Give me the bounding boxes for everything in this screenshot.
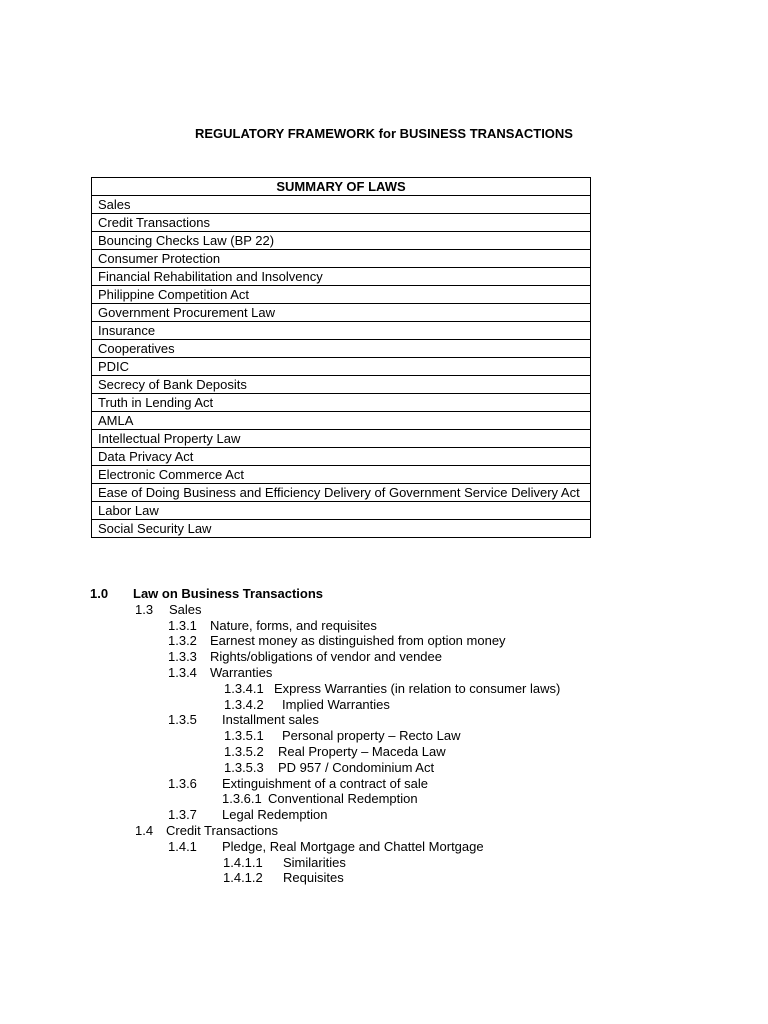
outline-item [0, 586, 768, 602]
outline-item [0, 697, 768, 713]
table-row: AMLA [92, 412, 591, 430]
outline-text: Personal property – Recto Law [282, 728, 461, 744]
outline-text: Real Property – Maceda Law [278, 743, 446, 759]
outline-number: 1.3.4.1 [224, 680, 264, 696]
table-row: Truth in Lending Act [92, 394, 591, 412]
outline-item [0, 855, 768, 871]
outline-text: PD 957 / Condominium Act [278, 759, 435, 775]
outline-text: Extinguishment of a contract of sale [222, 775, 428, 791]
outline-number: 1.3.6 [168, 775, 197, 791]
outline-number: 1.4 [135, 822, 154, 838]
outline-item [0, 728, 768, 744]
outline-item [0, 602, 768, 618]
outline-item [0, 618, 768, 634]
outline-number: 1.4.1.2 [223, 870, 263, 886]
outline-text: Sales [169, 601, 202, 617]
outline-number: 1.3.7 [168, 807, 197, 823]
outline-text: Warranties [210, 664, 273, 680]
outline-text: Requisites [283, 870, 344, 886]
table-row: Financial Rehabilitation and Insolvency [92, 268, 591, 286]
table-header: SUMMARY OF LAWS [92, 178, 591, 196]
table-row: Data Privacy Act [92, 448, 591, 466]
outline-text: Law on Business Transactions [133, 586, 323, 601]
outline-number: 1.3.1 [168, 617, 197, 633]
outline-text: Installment sales [222, 712, 319, 728]
outline-item [0, 807, 768, 823]
table-row: Ease of Doing Business and Efficiency Delivery of Government Service Delivery Act [92, 484, 591, 502]
outline-item [0, 839, 768, 855]
table-row: Government Procurement Law [92, 304, 591, 322]
outline-number: 1.3.5.2 [224, 743, 264, 759]
outline-text: Implied Warranties [282, 696, 390, 712]
outline-item [0, 791, 768, 807]
table-row: Intellectual Property Law [92, 430, 591, 448]
outline-text: Pledge, Real Mortgage and Chattel Mortgage [222, 838, 484, 854]
table-row: Credit Transactions [92, 214, 591, 232]
table-row: Labor Law [92, 502, 591, 520]
outline-item [0, 870, 768, 886]
outline-number: 1.4.1.1 [223, 854, 263, 870]
table-row: Sales [92, 196, 591, 214]
outline-number: 1.3.3 [168, 649, 197, 665]
outline-text: Rights/obligations of vendor and vendee [210, 649, 442, 665]
table-row: Philippine Competition Act [92, 286, 591, 304]
outline-item [0, 760, 768, 776]
summary-of-laws-table [91, 177, 591, 538]
outline-number: 1.3.4 [168, 664, 197, 680]
outline-item [0, 633, 768, 649]
table-row: Bouncing Checks Law (BP 22) [92, 232, 591, 250]
outline-item [0, 744, 768, 760]
table-row: PDIC [92, 358, 591, 376]
outline-text: Legal Redemption [222, 807, 328, 823]
outline-text: Credit Transactions [166, 822, 278, 838]
outline-text: Express Warranties (in relation to consumer laws) [274, 680, 561, 696]
table-row: Secrecy of Bank Deposits [92, 376, 591, 394]
outline-text: Similarities [283, 854, 346, 870]
table-row: Social Security Law [92, 520, 591, 538]
outline-item [0, 681, 768, 697]
outline-number: 1.3.4.2 [224, 696, 264, 712]
outline-item [0, 823, 768, 839]
table-row: Consumer Protection [92, 250, 591, 268]
outline-number: 1.3.5.3 [224, 759, 264, 775]
outline-item [0, 776, 768, 792]
outline-item [0, 649, 768, 665]
outline-item [0, 712, 768, 728]
outline-number: 1.4.1 [168, 838, 197, 854]
outline-number: 1.3.5.1 [224, 728, 264, 744]
outline-number: 1.3.2 [168, 633, 197, 649]
outline-number: 1.3.6.1 [222, 791, 262, 807]
topic-outline [0, 586, 768, 886]
table-row: Insurance [92, 322, 591, 340]
outline-text: Earnest money as distinguished from option money [210, 633, 506, 649]
outline-text: Nature, forms, and requisites [210, 617, 377, 633]
outline-number: 1.0 [90, 586, 109, 601]
table-row: Cooperatives [92, 340, 591, 358]
outline-item [0, 665, 768, 681]
outline-number: 1.3 [135, 601, 154, 617]
document-title: REGULATORY FRAMEWORK for BUSINESS TRANSACTIONS [195, 126, 573, 141]
outline-number: 1.3.5 [168, 712, 197, 728]
table-row: Electronic Commerce Act [92, 466, 591, 484]
outline-text: Conventional Redemption [268, 791, 418, 807]
